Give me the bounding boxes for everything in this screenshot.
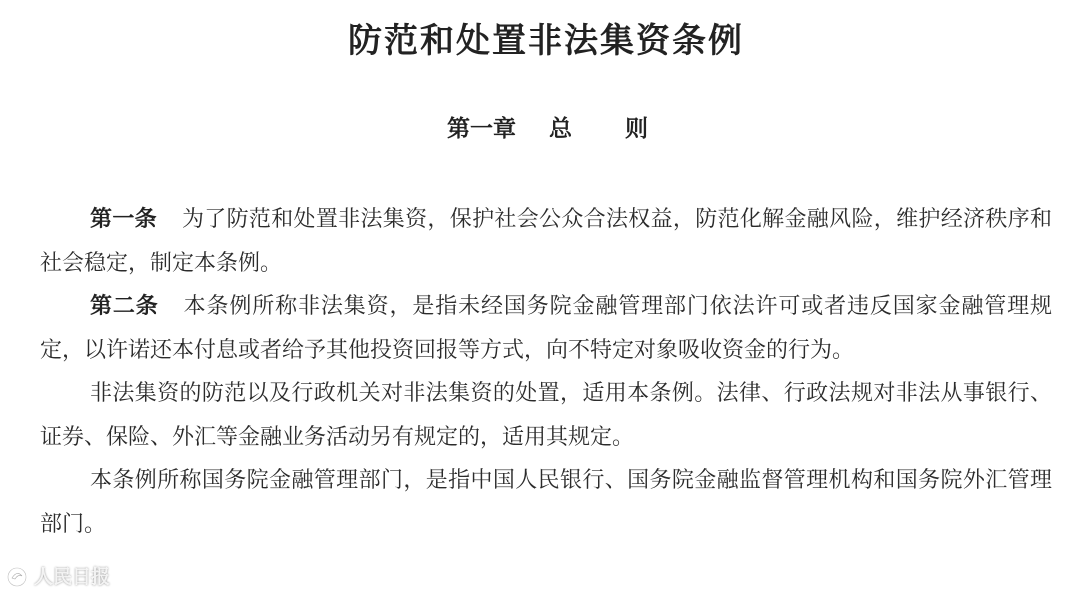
article-text: 本条例所称国务院金融管理部门，是指中国人民银行、国务院金融监督管理机构和国务院外汇管理部门。: [40, 468, 1052, 537]
watermark-text: 人民日报: [34, 566, 111, 588]
watermark: [0, 564, 160, 592]
paragraph-article-1: [40, 198, 1052, 285]
paragraph-article-2-clause-3: [40, 459, 1052, 546]
article-number: 第一条: [90, 206, 157, 232]
chapter-name-part1: 总: [549, 115, 572, 142]
article-text: 为了防范和处置非法集资，保护社会公众合法权益，防范化解金融风险，维护经济秩序和社会稳定，制定本条例。: [40, 207, 1052, 276]
document-title: 防范和处置非法集资条例: [348, 21, 744, 61]
chapter-name-part2: 则: [625, 115, 648, 142]
document-body: [40, 198, 1052, 546]
paragraph-article-2: [40, 285, 1052, 372]
paragraph-article-2-clause-2: [40, 372, 1052, 459]
article-text: 本条例所称非法集资，是指未经国务院金融管理部门依法许可或者违反国家金融管理规定，以许诺还本付息或者给予其他投资回报等方式，向不特定对象吸收资金的行为。: [40, 294, 1052, 363]
swirl-logo-icon: [6, 566, 28, 588]
chapter-heading: [447, 111, 657, 147]
chapter-number: 第一章: [447, 115, 516, 142]
article-text: 非法集资的防范以及行政机关对非法集资的处置，适用本条例。法律、行政法规对非法从事银行、证券、保险、外汇等金融业务活动另有规定的，适用其规定。: [40, 381, 1052, 450]
article-number: 第二条: [90, 293, 159, 319]
